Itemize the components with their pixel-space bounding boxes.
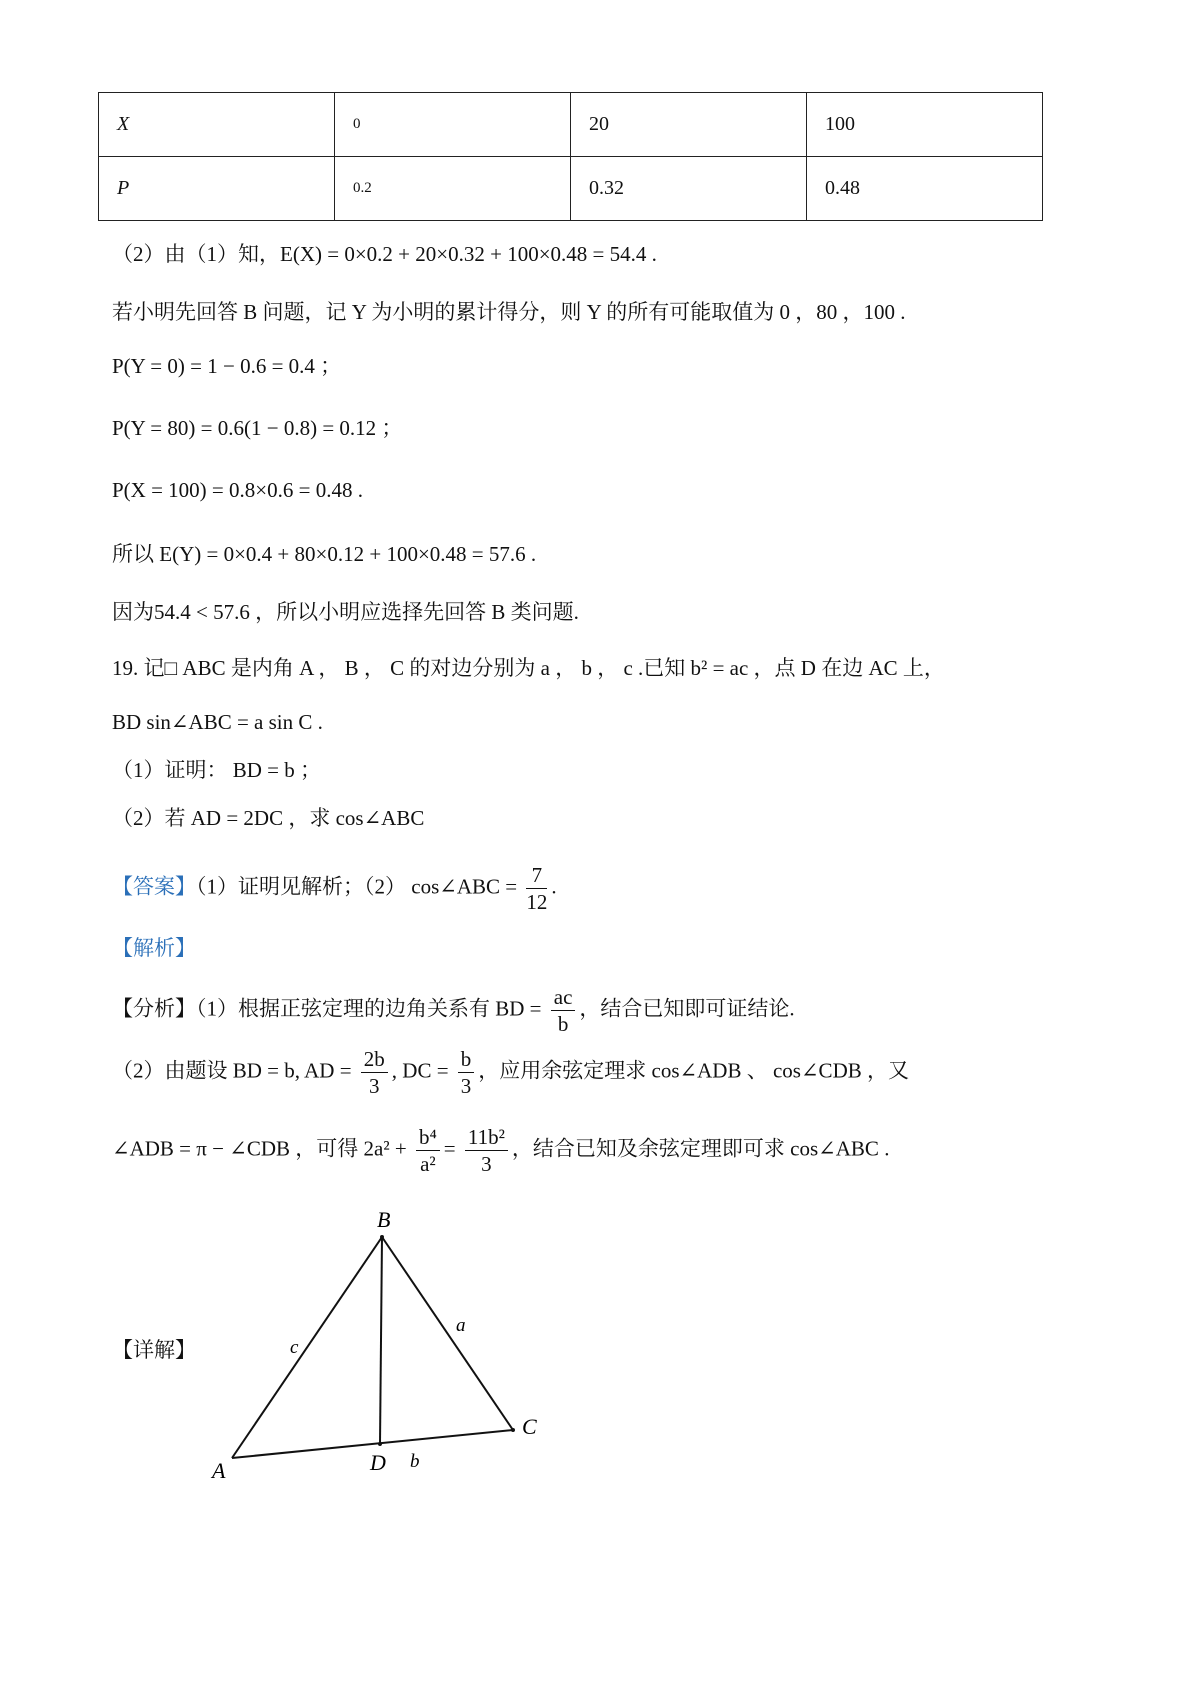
table-cell: 100 [807, 93, 1043, 157]
fraction-b4-over-a2 [416, 1124, 440, 1177]
fraction-numerator: b⁴ [416, 1124, 440, 1151]
fraction-denominator: 3 [460, 1074, 472, 1098]
answer-text: （1）证明见解析；（2） cos∠ABC = [196, 874, 518, 899]
analysis-text: （1）根据正弦定理的边角关系有 BD = [196, 996, 542, 1021]
jiexi-tag: 【解析】 [112, 936, 196, 960]
table-row [99, 157, 1043, 221]
fraction-ac-over-b [551, 984, 576, 1037]
y-intro-line: 若小明先回答 B 问题，记 Y 为小明的累计得分，则 Y 的所有可能取值为 0 ，80 ，100 . [112, 300, 906, 324]
question-19-line1: 19. 记□ ABC 是内角 A ， B ， C 的对边分别为 a ， b ， c .已知 b² = ac ，点 D 在边 AC 上， [112, 656, 945, 680]
fraction-denominator: 3 [481, 1152, 492, 1176]
fraction-numerator: ac [551, 984, 576, 1011]
triangle-figure [200, 1205, 560, 1485]
analysis-text: ∠ADB = π − ∠CDB ，可得 2a² + [112, 1136, 407, 1161]
analysis-text: , DC = [391, 1058, 449, 1083]
table-header-p: P [99, 157, 335, 221]
analysis-text: ，应用余弦定理求 cos∠ADB 、 cos∠CDB ，又 [478, 1058, 909, 1083]
ey-line: 所以 E(Y) = 0×0.4 + 80×0.12 + 100×0.48 = 57.6 . [112, 542, 537, 566]
analysis-line1 [112, 984, 795, 1037]
py80-line: P(Y = 80) = 0.6(1 − 0.8) = 0.12 ； [112, 416, 403, 440]
label-side-b: b [410, 1451, 420, 1472]
analysis-tag: 【分析】 [112, 996, 196, 1021]
answer-line [112, 862, 557, 915]
px100-line: P(X = 100) = 0.8×0.6 = 0.48 . [112, 478, 363, 502]
expectation-x-line: （2）由（1）知，E(X) = 0×0.2 + 20×0.32 + 100×0.48 = 54.4 . [112, 242, 657, 266]
segment-bd [380, 1237, 382, 1444]
fraction-numerator: 2b [361, 1046, 388, 1073]
fraction-2b-over-3 [361, 1046, 388, 1099]
side-c [232, 1237, 382, 1458]
point-c [511, 1428, 515, 1432]
fraction-denominator: 3 [369, 1074, 380, 1098]
py0-line: P(Y = 0) = 1 − 0.6 = 0.4 ； [112, 354, 342, 378]
side-a [382, 1237, 513, 1430]
fraction-11b2-over-3 [465, 1124, 508, 1177]
label-b: B [377, 1207, 391, 1232]
fraction-numerator: 7 [526, 862, 547, 889]
question-19-sub2: （2）若 AD = 2DC ，求 cos∠ABC [112, 806, 425, 830]
point-d [378, 1442, 382, 1446]
fraction-denominator: a² [420, 1152, 436, 1176]
table-row [99, 93, 1043, 157]
table-cell: 0.2 [335, 157, 571, 221]
question-19-sub1: （1）证明： BD = b ； [112, 758, 322, 782]
label-d: D [370, 1450, 386, 1475]
table-cell: 0 [335, 93, 571, 157]
label-side-a: a [456, 1315, 466, 1336]
table-header-x: X [99, 93, 335, 157]
fraction-denominator: b [557, 1012, 569, 1036]
analysis-text: （2）由题设 BD = b, AD = [112, 1058, 352, 1083]
label-a-vertex: A [212, 1458, 226, 1483]
fraction-numerator: 11b² [465, 1124, 508, 1151]
fraction-denominator: 12 [526, 890, 548, 914]
analysis-line3 [112, 1124, 889, 1177]
answer-fraction [526, 862, 547, 915]
analysis-text: = [443, 1136, 456, 1161]
detail-tag: 【详解】 [112, 1338, 196, 1362]
fraction-numerator: b [458, 1046, 475, 1073]
analysis-line2 [112, 1046, 909, 1099]
answer-tag: 【答案】 [112, 874, 196, 899]
answer-tail: . [551, 874, 557, 899]
analysis-text: ，结合已知及余弦定理即可求 cos∠ABC . [511, 1136, 890, 1161]
table-cell: 20 [571, 93, 807, 157]
fraction-b-over-3 [458, 1046, 475, 1099]
table-cell: 0.48 [807, 157, 1043, 221]
table-cell: 0.32 [571, 157, 807, 221]
point-b [380, 1235, 384, 1239]
question-19-line2: BD sin∠ABC = a sin C . [112, 710, 323, 734]
distribution-table [98, 92, 1043, 221]
conclusion-line: 因为54.4 < 57.6 ，所以小明应选择先回答 B 类问题. [112, 600, 579, 624]
label-c-vertex: C [522, 1414, 537, 1439]
analysis-text: ，结合已知即可证结论. [579, 996, 795, 1021]
label-side-c: c [290, 1337, 299, 1358]
